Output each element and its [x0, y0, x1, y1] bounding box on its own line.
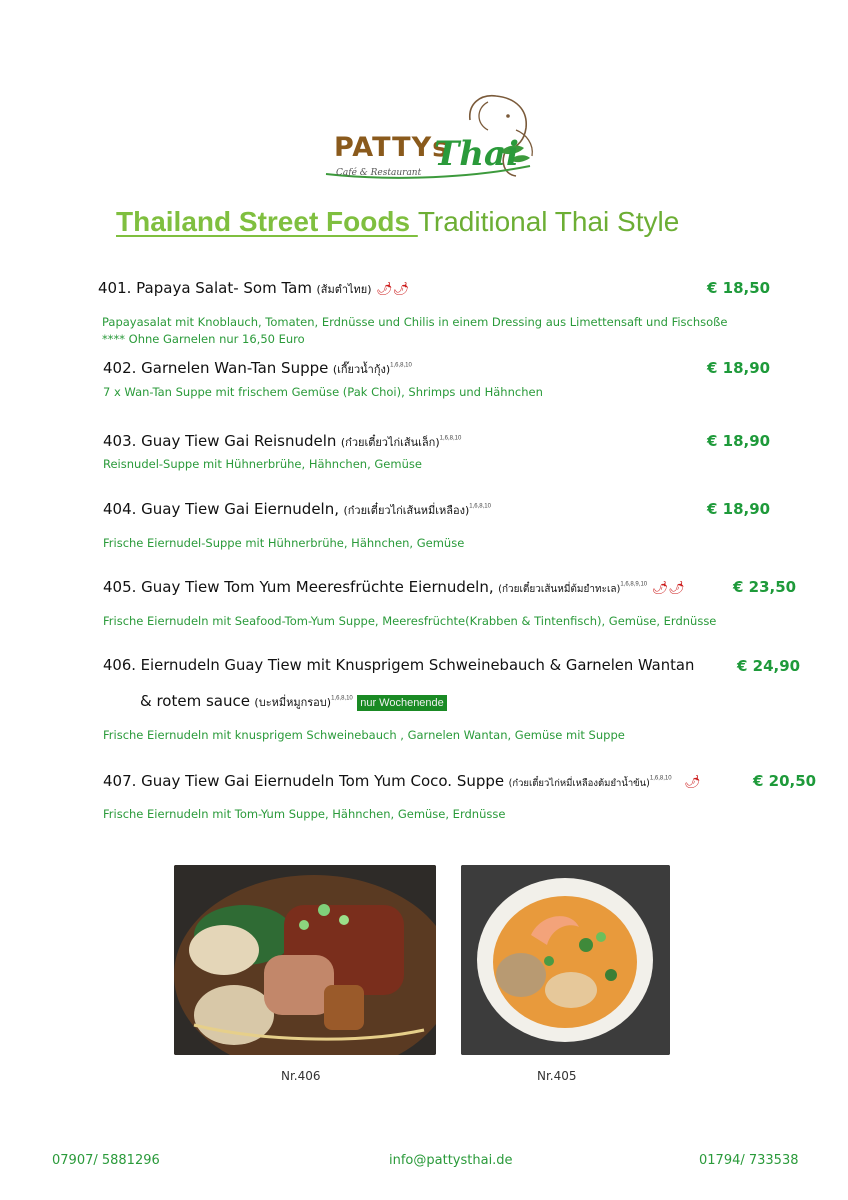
- chili-icon: 🌶: [684, 774, 701, 789]
- menu-item-title: [103, 772, 701, 791]
- item-description: Frische Eiernudeln mit knusprigem Schweinebauch , Garnelen Wantan, Gemüse mit Suppe: [103, 728, 625, 742]
- dish-photo-406: [174, 865, 436, 1055]
- item-thai-name: (ก๋วยเตี๋ยวไก่หมี่เหลืองต้มยำน้ำข้น): [508, 778, 650, 789]
- heading-bold: Thailand Street Foods: [116, 206, 418, 237]
- item-name: 407. Guay Tiew Gai Eiernudeln Tom Yum Coco. Suppe: [103, 772, 505, 790]
- item-name: 403. Guay Tiew Gai Reisnudeln: [103, 432, 337, 450]
- item-price: € 23,50: [733, 578, 797, 596]
- item-allergens: 1,6,8,9,10: [620, 581, 648, 588]
- item-description: Frische Eiernudel-Suppe mit Hühnerbrühe, Hähnchen, Gemüse: [103, 536, 465, 550]
- item-price: € 24,90: [737, 657, 801, 675]
- item-allergens: 1,6,8,10: [331, 695, 353, 702]
- item-price: € 18,90: [707, 500, 771, 518]
- heading-light: Traditional Thai Style: [417, 206, 680, 237]
- item-thai-name: (ก๋วยเตี๋ยวไก่เส้นหมี่เหลือง): [343, 504, 470, 517]
- restaurant-logo: [320, 90, 540, 185]
- footer-phone-1: 07907/ 5881296: [52, 1153, 160, 1168]
- logo-name-main: PATTYs: [334, 132, 450, 163]
- item-name: 404. Guay Tiew Gai Eiernudeln,: [103, 500, 340, 518]
- item-name: 401. Papaya Salat- Som Tam: [98, 279, 312, 297]
- dish-photo-405: [461, 865, 670, 1055]
- menu-item-title: [103, 359, 412, 378]
- item-thai-name: (ก๋วยเตี๋ยวไก่เส้นเล็ก): [340, 436, 440, 449]
- chili-icon: 🌶🌶: [376, 281, 410, 296]
- photo-caption: Nr.405: [537, 1069, 577, 1083]
- footer-email[interactable]: info@pattysthai.de: [389, 1153, 513, 1168]
- item-allergens: 1,6,8,10: [439, 435, 462, 442]
- menu-item-title: [103, 432, 461, 451]
- item-name: 405. Guay Tiew Tom Yum Meeresfrüchte Eiernudeln,: [103, 578, 494, 596]
- menu-item-title: [103, 500, 491, 519]
- page-heading: [116, 206, 679, 238]
- menu-item-title: [98, 279, 409, 298]
- item-name: 402. Garnelen Wan-Tan Suppe: [103, 359, 329, 377]
- item-thai-name: (บะหมี่หมูกรอบ): [254, 696, 332, 709]
- item-price: € 18,50: [707, 279, 771, 297]
- item-thai-name: (ส้มตำไทย): [316, 283, 372, 296]
- photo-caption: Nr.406: [281, 1069, 321, 1083]
- weekend-only-badge: nur Wochenende: [357, 695, 447, 711]
- item-description: Reisnudel-Suppe mit Hühnerbrühe, Hähnchen, Gemüse: [103, 457, 422, 471]
- item-allergens: 1,6,8,10: [649, 775, 672, 782]
- chili-icon: 🌶🌶: [651, 580, 685, 595]
- item-thai-name: (ก๋วยเตี๋ยวเส้นหมี่ต้มยำทะเล): [498, 584, 621, 595]
- item-name-continued: & rotem sauce: [140, 692, 250, 710]
- item-price: € 18,90: [707, 359, 771, 377]
- item-description: Papayasalat mit Knoblauch, Tomaten, Erdnüsse und Chilis in einem Dressing aus Limettensaft und Fischsoße: [102, 315, 728, 329]
- footer-phone-2: 01794/ 733538: [699, 1153, 799, 1168]
- menu-item-title-continued: [140, 692, 447, 711]
- item-price: € 18,90: [707, 432, 771, 450]
- logo-subtitle: Café & Restaurant: [336, 168, 422, 178]
- menu-item-title: [103, 578, 685, 597]
- item-price: € 20,50: [753, 772, 817, 790]
- item-description: Frische Eiernudeln mit Seafood-Tom-Yum Suppe, Meeresfrüchte(Krabben & Tintenfisch), Gemüse, Erdnüsse: [103, 614, 717, 628]
- item-description: Frische Eiernudeln mit Tom-Yum Suppe, Hähnchen, Gemüse, Erdnüsse: [103, 807, 506, 821]
- item-allergens: 1,6,8,10: [390, 362, 412, 369]
- item-name: 406. Eiernudeln Guay Tiew mit Knusprigem Schweinebauch & Garnelen Wantan: [103, 657, 695, 674]
- item-description: 7 x Wan-Tan Suppe mit frischem Gemüse (Pak Choi), Shrimps und Hähnchen: [103, 385, 543, 399]
- item-allergens: 1,6,8,10: [469, 503, 491, 510]
- item-description-note: **** Ohne Garnelen nur 16,50 Euro: [102, 332, 305, 346]
- item-thai-name: (เกี๊ยวน้ำกุ้ง): [332, 363, 391, 376]
- logo-name-script: Thai: [434, 134, 519, 174]
